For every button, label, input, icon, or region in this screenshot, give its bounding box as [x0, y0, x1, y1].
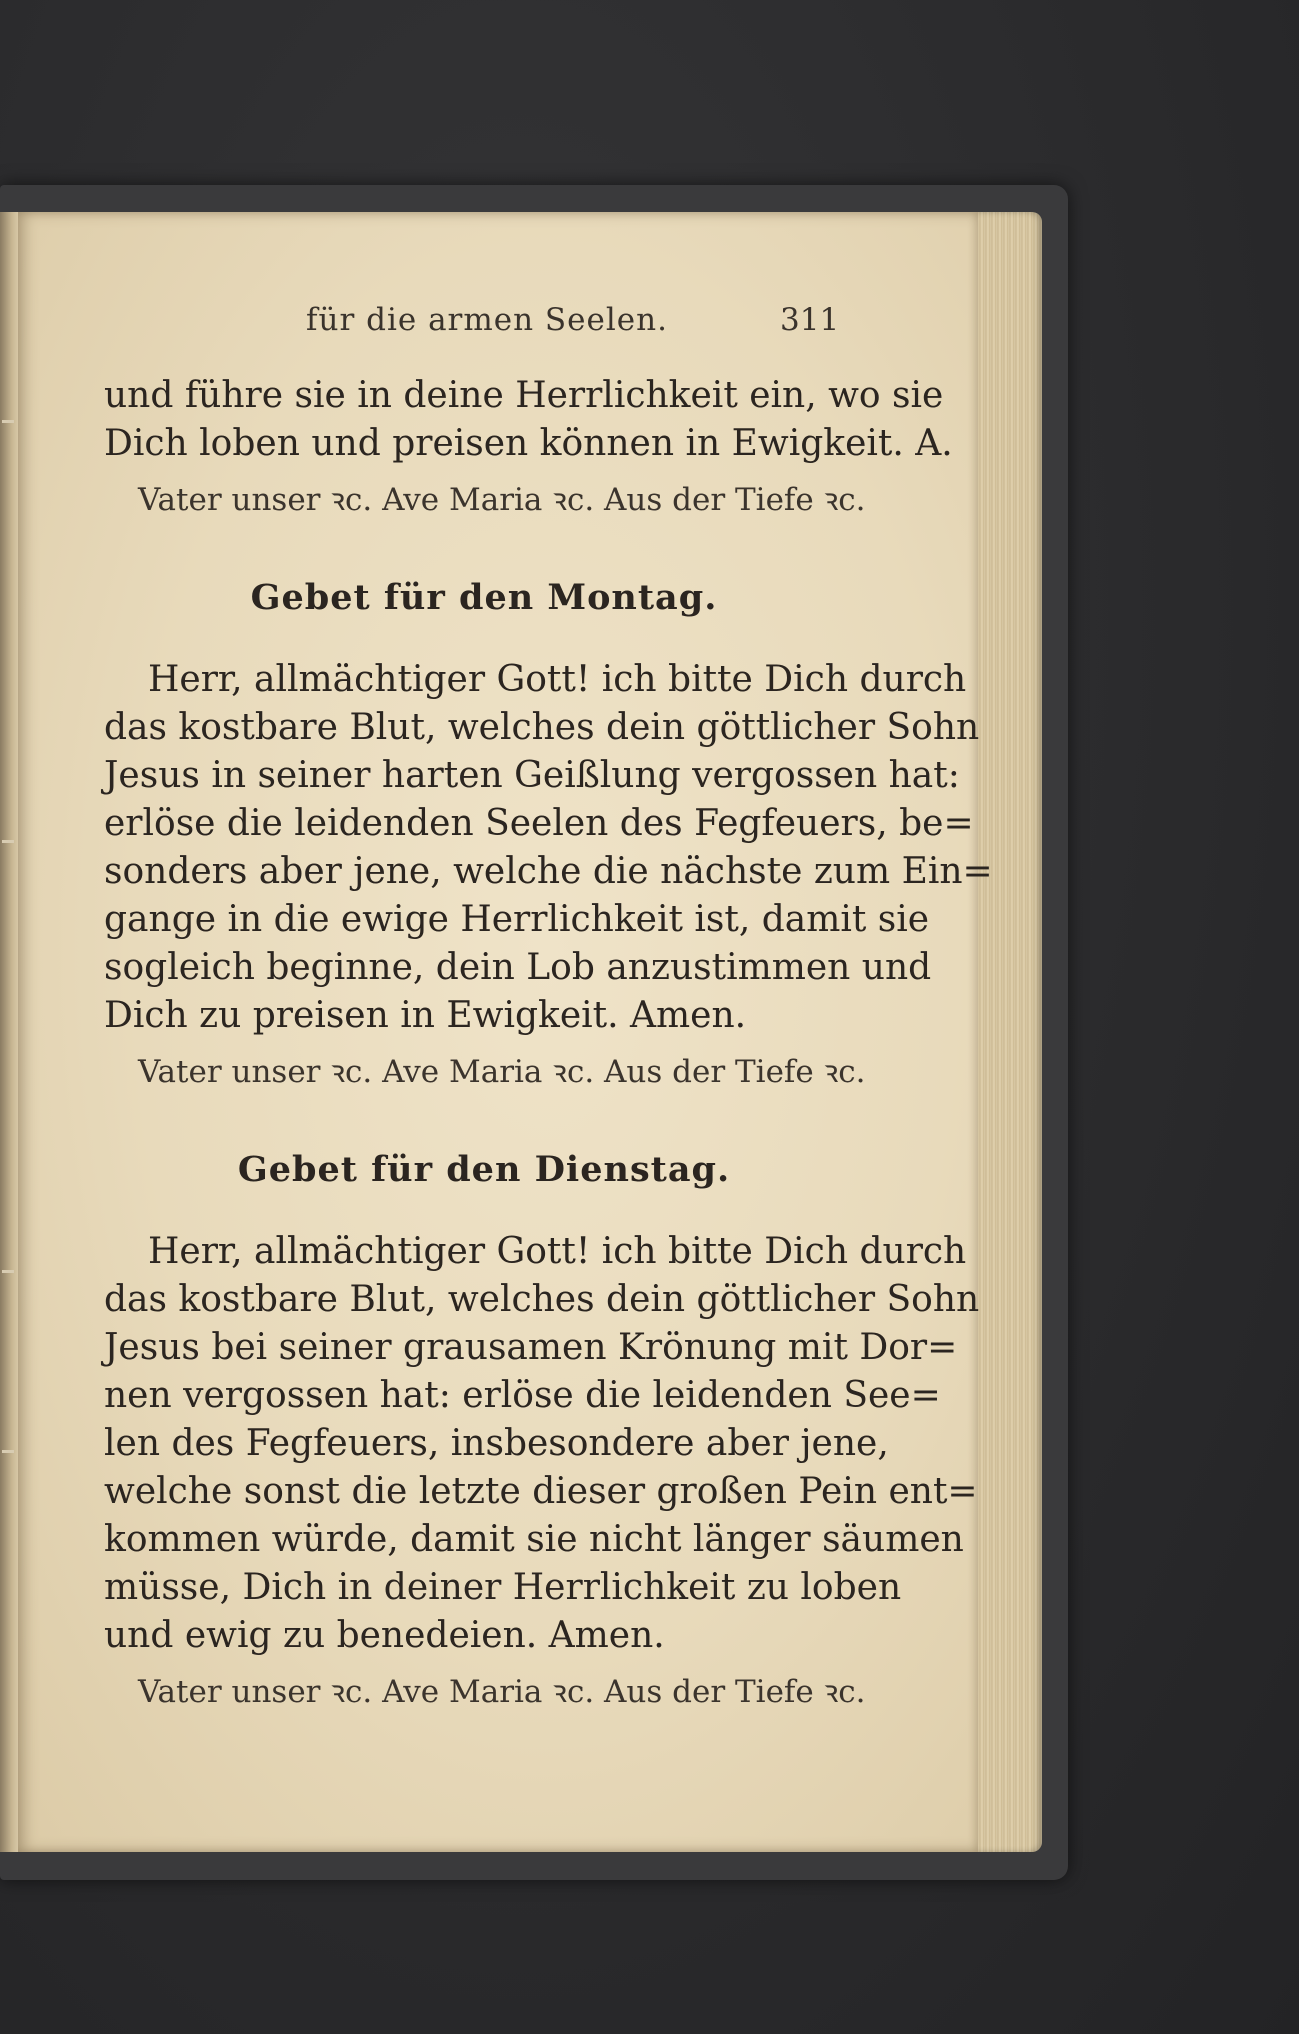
- text-line: Jesus bei seiner grausamen Krönung mit Dor=: [104, 1327, 958, 1368]
- text-line: Herr, allmächtiger Gott! ich bitte Dich durch: [148, 659, 967, 700]
- text-line: gange in die ewige Herrlichkeit ist, damit sie: [104, 899, 930, 940]
- text-line: das kostbare Blut, welches dein göttlicher Sohn: [104, 707, 980, 748]
- text-line: Jesus in seiner harten Geißlung vergossen hat:: [104, 755, 960, 796]
- text-line: kommen würde, damit sie nicht länger säumen: [104, 1519, 964, 1560]
- binding-thread: [2, 840, 14, 843]
- book-page: [18, 212, 993, 1852]
- text-line: sonders aber jene, welche die nächste zum Ein=: [104, 851, 993, 892]
- prayer-refrain: Vater unser ꝛc. Ave Maria ꝛc. Aus der Tiefe ꝛc.: [138, 1054, 866, 1090]
- prayer-refrain: Vater unser ꝛc. Ave Maria ꝛc. Aus der Tiefe ꝛc.: [138, 1674, 866, 1710]
- binding-thread: [2, 1270, 14, 1273]
- prayer-heading: Gebet für den Dienstag.: [237, 1149, 731, 1190]
- page-number: 311: [780, 302, 840, 338]
- text-line: und führe sie in deine Herrlichkeit ein, wo sie: [104, 375, 944, 416]
- text-line: und ewig zu benedeien. Amen.: [104, 1615, 665, 1656]
- prayer-continuation: [104, 372, 953, 522]
- binding-thread: [2, 1450, 14, 1453]
- text-line: welche sonst die letzte dieser großen Pein ent=: [104, 1471, 978, 1512]
- book-gutter: [0, 212, 20, 1852]
- text-line: erlöse die leidenden Seelen des Fegfeuers, be=: [104, 803, 974, 844]
- text-line: sogleich beginne, dein Lob anzustimmen und: [104, 947, 932, 988]
- running-head: [18, 302, 978, 342]
- prayer-refrain: Vater unser ꝛc. Ave Maria ꝛc. Aus der Tiefe ꝛc.: [138, 482, 866, 518]
- text-line: das kostbare Blut, welches dein göttlicher Sohn: [104, 1279, 980, 1320]
- running-title: für die armen Seelen.: [306, 302, 668, 338]
- text-line: Dich zu preisen in Ewigkeit. Amen.: [104, 995, 747, 1036]
- text-line: müsse, Dich in deiner Herrlichkeit zu loben: [104, 1567, 902, 1608]
- binding-thread: [2, 420, 14, 423]
- prayer-heading: Gebet für den Montag.: [250, 577, 718, 618]
- text-line: Herr, allmächtiger Gott! ich bitte Dich durch: [148, 1231, 967, 1272]
- prayer-monday: [104, 574, 993, 1094]
- text-line: nen vergossen hat: erlöse die leidenden See=: [104, 1375, 941, 1416]
- text-line: Dich loben und preisen können in Ewigkeit. A.: [104, 423, 953, 464]
- page-body: [104, 372, 993, 1714]
- text-line: len des Fegfeuers, insbesondere aber jene,: [104, 1423, 889, 1464]
- prayer-tuesday: [104, 1146, 980, 1714]
